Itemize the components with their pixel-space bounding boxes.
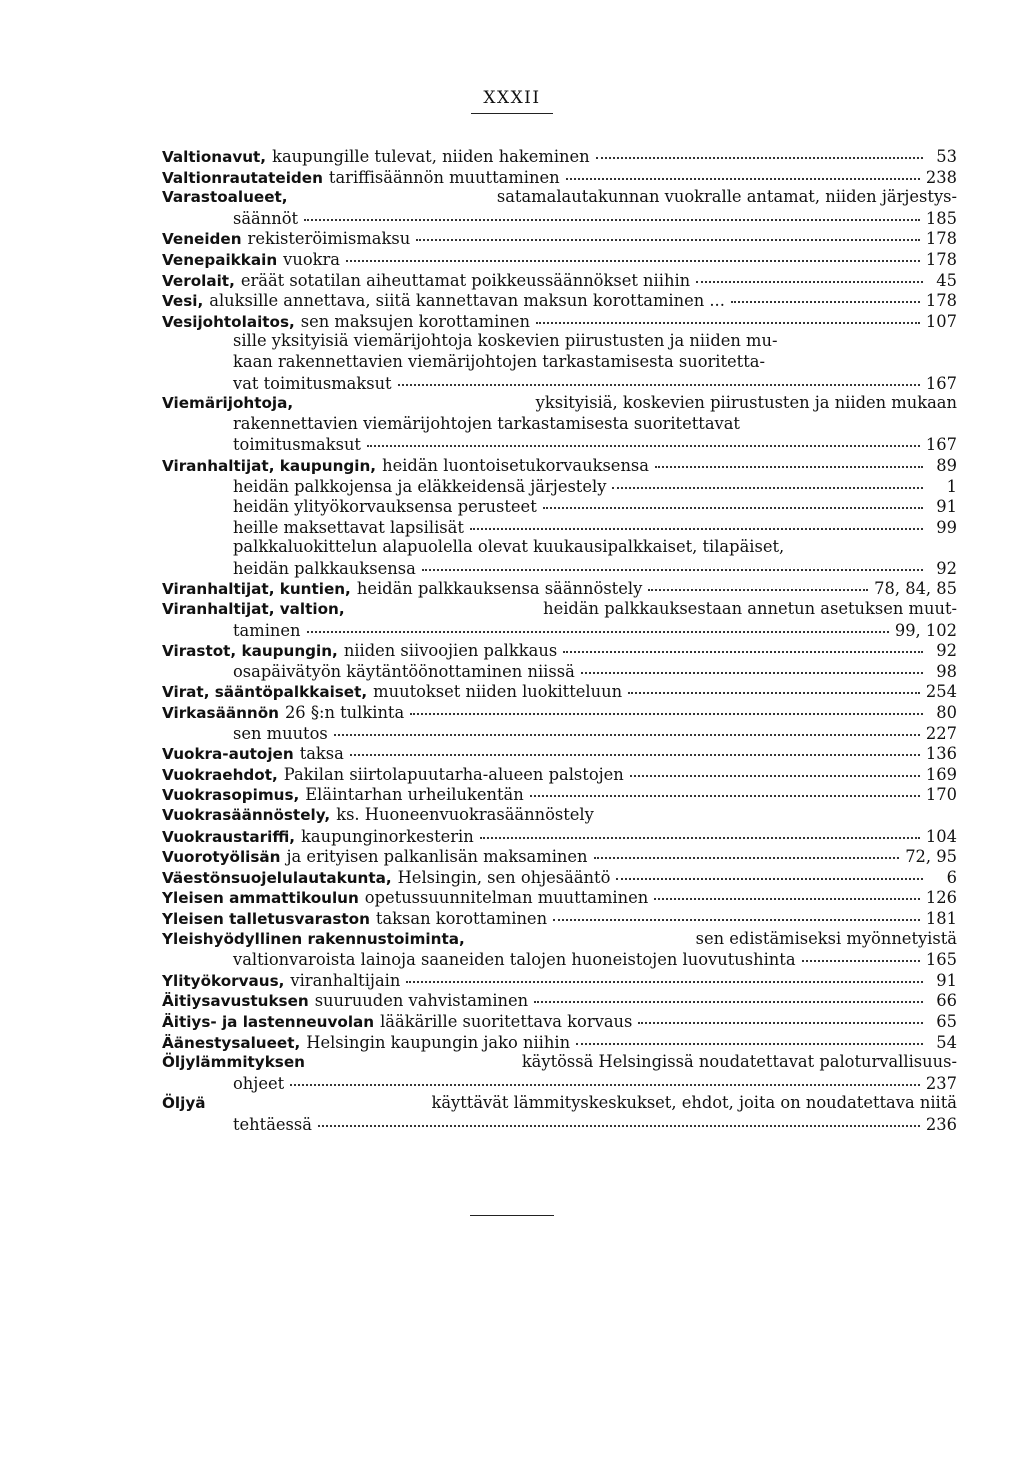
entry-term: Ylityökorvaus, bbox=[162, 971, 285, 990]
index-entry bbox=[162, 393, 957, 414]
entry-pages: 91 bbox=[936, 497, 957, 517]
entry-description: kaan rakennettavien viemärijohtojen tarkastamisesta suoritetta- bbox=[233, 351, 765, 371]
entry-pages: 89 bbox=[936, 455, 957, 475]
entry-description: lääkärille suoritettava korvaus bbox=[380, 1011, 633, 1031]
entry-pages: 53 bbox=[936, 147, 957, 166]
entry-term: Virat, sääntöpalkkaiset, bbox=[162, 683, 368, 702]
leader-dots bbox=[594, 843, 900, 859]
leader-dots bbox=[398, 370, 920, 386]
entry-description: taminen bbox=[233, 620, 301, 640]
index-entry bbox=[162, 784, 957, 805]
entry-term: Yleishyödyllinen rakennustoiminta, bbox=[162, 929, 465, 948]
entry-pages: 136 bbox=[925, 744, 957, 764]
leader-dots bbox=[480, 823, 920, 839]
entry-pages: 178 bbox=[925, 249, 957, 269]
entry-pages: 66 bbox=[936, 991, 957, 1011]
leader-dots bbox=[566, 164, 920, 180]
entry-pages: 1 bbox=[946, 476, 957, 496]
entry-term: Öljylämmityksen bbox=[162, 1053, 305, 1072]
entry-term: Varastoalueet, bbox=[162, 188, 288, 207]
leader-dots bbox=[304, 205, 920, 221]
entry-description: Pakilan siirtolapuutarha-alueen palstojen bbox=[283, 764, 624, 784]
index-list bbox=[162, 146, 957, 1135]
entry-description: satamalautakunnan vuokralle antamat, niiden järjestys- bbox=[496, 187, 957, 207]
entry-pages: 254 bbox=[925, 682, 957, 702]
index-entry bbox=[162, 311, 957, 332]
leader-dots bbox=[630, 761, 920, 777]
entry-description: säännöt bbox=[233, 208, 299, 228]
entry-pages: 98 bbox=[936, 661, 957, 681]
entry-description: sen edistämiseksi myönnetyistä bbox=[695, 928, 957, 948]
entry-pages: 165 bbox=[925, 950, 957, 970]
entry-pages: 170 bbox=[925, 785, 957, 805]
entry-description: palkkaluokittelun alapuolella olevat kuukausipalkkaiset, tilapäiset, bbox=[233, 537, 785, 557]
index-entry bbox=[162, 517, 957, 538]
leader-dots bbox=[318, 1111, 920, 1127]
entry-pages: 78, 84, 85 bbox=[874, 579, 957, 599]
page-number: XXXII bbox=[483, 88, 541, 108]
entry-term: Äitiys- ja lastenneuvolan bbox=[162, 1012, 375, 1031]
entry-description: tariffisäännön muuttaminen bbox=[328, 167, 560, 187]
entry-pages: 185 bbox=[925, 208, 957, 228]
leader-dots bbox=[290, 1070, 920, 1086]
leader-dots bbox=[802, 946, 920, 962]
leader-dots bbox=[563, 637, 923, 653]
leader-dots bbox=[553, 905, 920, 921]
leader-dots bbox=[350, 740, 920, 756]
entry-pages: 92 bbox=[936, 558, 957, 578]
entry-description: kaupungille tulevat, niiden hakeminen bbox=[272, 147, 590, 166]
index-entry bbox=[162, 1114, 957, 1135]
entry-description: niiden siivoojien palkkaus bbox=[343, 641, 558, 661]
leader-dots bbox=[696, 267, 923, 283]
entry-term: Vuokrasäännöstely, bbox=[162, 806, 331, 824]
leader-dots bbox=[616, 864, 923, 880]
leader-dots bbox=[655, 452, 923, 468]
leader-dots bbox=[536, 308, 920, 324]
end-rule bbox=[470, 1215, 554, 1216]
entry-term: Yleisen talletusvaraston bbox=[162, 909, 370, 928]
index-entry bbox=[162, 908, 957, 929]
index-entry bbox=[162, 1073, 957, 1094]
entry-term: Vuokraustariffi, bbox=[162, 827, 296, 846]
entry-description: sille yksityisiä viemärijohtoja koskevien piirustusten ja niiden mu- bbox=[233, 331, 778, 351]
leader-dots bbox=[596, 143, 923, 159]
entry-pages: 92 bbox=[936, 641, 957, 661]
entry-term: Valtionrautateiden bbox=[162, 168, 323, 187]
leader-dots bbox=[648, 575, 868, 591]
entry-description: taksan korottaminen bbox=[375, 908, 548, 928]
entry-term: Verolait, bbox=[162, 271, 235, 290]
entry-term: Öljyä bbox=[162, 1094, 206, 1113]
entry-description: 26 §:n tulkinta bbox=[284, 703, 405, 723]
entry-term: Vuokrasopimus, bbox=[162, 786, 300, 805]
leader-dots bbox=[346, 246, 920, 262]
leader-dots bbox=[470, 514, 923, 530]
entry-term: Veneiden bbox=[162, 230, 242, 249]
leader-dots bbox=[334, 720, 920, 736]
entry-pages: 178 bbox=[925, 229, 957, 249]
leader-dots bbox=[422, 555, 923, 571]
entry-term: Virastot, kaupungin, bbox=[162, 642, 338, 661]
entry-description: opetussuunnitelman muuttaminen bbox=[364, 888, 649, 908]
entry-pages: 178 bbox=[925, 291, 957, 311]
leader-dots bbox=[612, 473, 923, 489]
entry-term: Vesi, bbox=[162, 292, 204, 311]
entry-pages: 104 bbox=[925, 826, 957, 846]
entry-description: aluksille annettava, siitä kannettavan maksun korottaminen ... bbox=[209, 291, 725, 311]
entry-term: Vesijohtolaitos, bbox=[162, 312, 295, 331]
entry-description: muutokset niiden luokitteluun bbox=[373, 682, 623, 702]
entry-term: Vuorotyölisän bbox=[162, 848, 281, 867]
index-entry bbox=[162, 578, 957, 599]
entry-description: heidän palkkauksestaan annetun asetuksen muut- bbox=[543, 599, 957, 619]
leader-dots bbox=[410, 699, 923, 715]
entry-pages: 181 bbox=[925, 908, 957, 928]
entry-description: viranhaltijain bbox=[290, 970, 401, 990]
entry-pages: 65 bbox=[936, 1011, 957, 1031]
entry-pages: 107 bbox=[925, 311, 957, 331]
entry-description: suuruuden vahvistaminen bbox=[314, 991, 529, 1011]
leader-dots bbox=[307, 617, 889, 633]
entry-description: taksa bbox=[299, 744, 344, 764]
entry-description: käytössä Helsingissä noudatettavat paloturvallisuus- bbox=[521, 1052, 957, 1072]
entry-term: Venepaikkain bbox=[162, 250, 278, 269]
entry-description: kaupunginorkesterin bbox=[301, 826, 474, 846]
leader-dots bbox=[534, 987, 923, 1003]
entry-pages: 238 bbox=[925, 167, 957, 187]
entry-pages: 169 bbox=[925, 764, 957, 784]
entry-description: vat toimitusmaksut bbox=[233, 373, 392, 393]
entry-description: rakennettavien viemärijohtojen tarkastamisesta suoritettavat bbox=[233, 413, 740, 433]
entry-pages: 45 bbox=[936, 270, 957, 290]
entry-pages: 72, 95 bbox=[905, 847, 957, 867]
entry-term: Virkasäännön bbox=[162, 704, 279, 723]
entry-description: ohjeet bbox=[233, 1073, 285, 1093]
entry-description: tehtäessä bbox=[233, 1114, 312, 1134]
entry-description: yksityisiä, koskevien piirustusten ja niiden mukaan bbox=[535, 393, 957, 413]
entry-description: eräät sotatilan aiheuttamat poikkeussäännökset niihin bbox=[240, 270, 691, 290]
entry-pages: 91 bbox=[936, 970, 957, 990]
entry-term: Äitiysavustuksen bbox=[162, 992, 309, 1011]
leader-dots bbox=[638, 1008, 923, 1024]
entry-term: Viranhaltijat, valtion, bbox=[162, 600, 345, 619]
entry-pages: 167 bbox=[925, 435, 957, 455]
leader-dots bbox=[543, 493, 923, 509]
entry-pages: 126 bbox=[925, 888, 957, 908]
entry-term: Äänestysalueet, bbox=[162, 1033, 301, 1052]
leader-dots bbox=[406, 967, 923, 983]
entry-description: sen muutos bbox=[233, 723, 328, 743]
entry-description: heille maksettavat lapsilisät bbox=[233, 517, 464, 537]
leader-dots bbox=[654, 884, 920, 900]
entry-term: Viemärijohtoja, bbox=[162, 394, 294, 413]
index-entry bbox=[162, 167, 957, 188]
entry-description: heidän palkkauksensa säännöstely bbox=[356, 579, 643, 599]
index-entry bbox=[162, 331, 957, 352]
entry-term: Valtionavut, bbox=[162, 148, 267, 166]
entry-description: heidän palkkojensa ja eläkkeidensä järjestely bbox=[233, 476, 607, 496]
leader-dots bbox=[731, 287, 920, 303]
entry-description: vuokra bbox=[283, 249, 340, 269]
entry-description: Eläintarhan urheilukentän bbox=[305, 785, 524, 805]
entry-description: Helsingin, sen ohjesääntö bbox=[397, 867, 611, 887]
index-entry bbox=[162, 1032, 957, 1053]
entry-pages: 236 bbox=[925, 1114, 957, 1134]
entry-pages: 167 bbox=[925, 373, 957, 393]
entry-description: heidän palkkauksensa bbox=[233, 558, 416, 578]
entry-term: Väestönsuojelulautakunta, bbox=[162, 868, 392, 887]
entry-pages: 99 bbox=[936, 517, 957, 537]
entry-pages: 99, 102 bbox=[894, 620, 957, 640]
entry-description: käyttävät lämmityskeskukset, ehdot, joita on noudatettava niitä bbox=[431, 1093, 957, 1113]
leader-dots bbox=[581, 658, 923, 674]
index-entry bbox=[162, 373, 957, 394]
entry-description: rekisteröimismaksu bbox=[247, 229, 411, 249]
entry-term: Yleisen ammattikoulun bbox=[162, 889, 359, 908]
page-number-rule bbox=[471, 113, 553, 114]
entry-description: heidän luontoisetukorvauksensa bbox=[382, 455, 649, 475]
entry-pages: 227 bbox=[925, 723, 957, 743]
entry-pages: 54 bbox=[936, 1032, 957, 1052]
entry-description: toimitusmaksut bbox=[233, 435, 361, 455]
entry-pages: 80 bbox=[936, 703, 957, 723]
entry-description: ja erityisen palkanlisän maksaminen bbox=[286, 847, 588, 867]
entry-term: Vuokra-autojen bbox=[162, 745, 294, 764]
entry-pages: 6 bbox=[946, 867, 957, 887]
entry-term: Viranhaltijat, kaupungin, bbox=[162, 456, 377, 475]
leader-dots bbox=[367, 431, 920, 447]
entry-term: Viranhaltijat, kuntien, bbox=[162, 580, 351, 599]
entry-pages: 237 bbox=[925, 1073, 957, 1093]
entry-term: Vuokraehdot, bbox=[162, 765, 278, 784]
entry-description: valtionvaroista lainoja saaneiden talojen huoneistojen luovutushinta bbox=[233, 950, 796, 970]
entry-description: Helsingin kaupungin jako niihin bbox=[306, 1032, 571, 1052]
entry-description: osapäivätyön käytäntöönottaminen niissä bbox=[233, 661, 575, 681]
entry-description: heidän ylityökorvauksensa perusteet bbox=[233, 497, 537, 517]
entry-description: sen maksujen korottaminen bbox=[300, 311, 530, 331]
leader-dots bbox=[530, 781, 920, 797]
leader-dots bbox=[576, 1029, 923, 1045]
entry-description: ks. Huoneenvuokrasäännöstely bbox=[336, 805, 594, 824]
leader-dots bbox=[416, 225, 920, 241]
leader-dots bbox=[628, 678, 920, 694]
